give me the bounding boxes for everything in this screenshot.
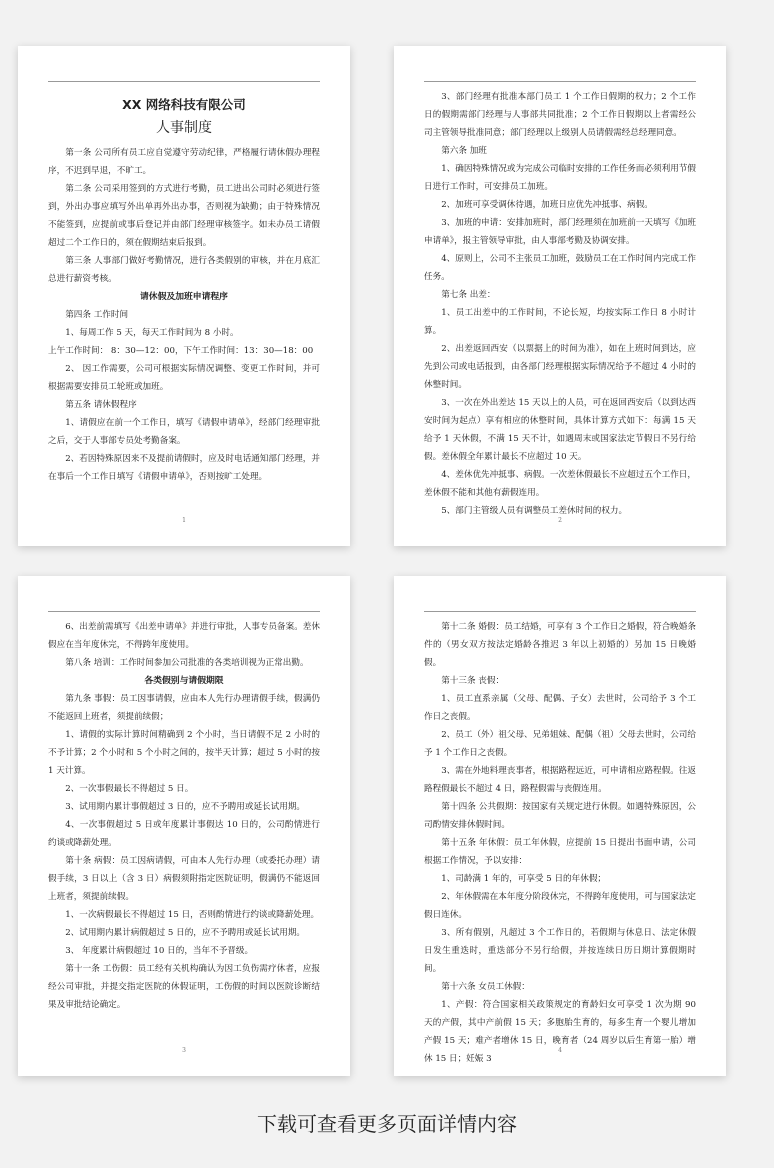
- paragraph: 3、加班的申请：安排加班时，部门经理须在加班前一天填写《加班申请单》，报主管领导审批，由人事部考勤及协调安排。: [424, 218, 696, 246]
- document-page-3: [18, 576, 350, 1076]
- paragraph: 第三条 人事部门做好考勤情况，进行各类假别的审核，并在月底汇总进行薪资考核。: [48, 256, 320, 284]
- paragraph: 第五条 请休假程序: [65, 400, 137, 410]
- paragraph: 第十一条 工伤假：员工经有关机构确认为因工负伤需疗休者，应报经公司审批，并提交指定医院的休假证明，工伤假的时间以医院诊断结果及审批结论确定。: [48, 964, 320, 1010]
- page-number: 1: [182, 517, 186, 524]
- paragraph: 4、差休优先冲抵事、病假。一次差休假最长不应超过五个工作日，差休假不能和其他有薪假连用。: [424, 470, 696, 498]
- paragraphs: [48, 618, 320, 1014]
- paragraph: 3、部门经理有批准本部门员工 1 个工作日假期的权力；2 个工作日的假期需部门经理与人事部共同批准；2 个工作日假期以上者需经公司主管领导批准同意；部门经理以上级别人员请假需经总经理同意。: [424, 92, 696, 138]
- page-content: [48, 88, 320, 486]
- paragraph: 1、请假应在前一个工作日，填写《请假申请单》，经部门经理审批之后，交于人事部专员处考勤备案。: [48, 418, 320, 446]
- paragraph: 第十条 病假：员工因病请假，可由本人先行办理（或委托办理）请假手续，3 日以上（含 3 日）病假须附指定医院证明，假满仍不能返回上班者，须提前续假。: [48, 856, 320, 902]
- paragraph: 第九条 事假：员工因事请假，应由本人先行办理请假手续，假满仍不能返回上班者，须提前续假；: [48, 694, 320, 722]
- paragraph: 3、需在外地料理丧事者，根据路程远近，可申请相应路程假。往返路程假最长不超过 4 日，路程假需与丧假连用。: [424, 766, 696, 794]
- paragraph: 第六条 加班: [441, 146, 487, 156]
- header-rule: [48, 611, 320, 612]
- page-number: 2: [558, 517, 562, 524]
- paragraph: 2、 因工作需要，公司可根据实际情况调整、变更工作时间，并可根据需要安排员工轮班或加班。: [48, 364, 320, 392]
- paragraph: 2、一次事假最长不得超过 5 日。: [65, 784, 194, 794]
- download-more-link[interactable]: 下载可查看更多页面详情内容: [257, 1112, 517, 1136]
- paragraph: 第十二条 婚假：员工结婚，可享有 3 个工作日之婚假，符合晚婚条件的（男女双方按法定婚龄各推迟 3 年以上初婚的）另加 15 日晚婚假。: [424, 622, 696, 668]
- paragraph: 第八条 培训：工作时间参加公司批准的各类培训视为正常出勤。: [65, 658, 309, 668]
- paragraph: 第四条 工作时间: [65, 310, 129, 320]
- page-content: [424, 88, 696, 520]
- paragraph: 3、所有假别，凡超过 3 个工作日的，若假期与休息日、法定休假日发生重迭时，重迭部分不另行给假，并按连续日历日期计算假期时间。: [424, 928, 696, 974]
- paragraph: 上午工作时间： 8：30—12：00，下午工作时间：13：30—18：00: [48, 346, 314, 356]
- paragraph: 第十三条 丧假：: [441, 676, 505, 686]
- paragraph: 5、部门主管级人员有调整员工差休时间的权力。: [441, 506, 628, 516]
- header-rule: [424, 81, 696, 82]
- paragraph: 4、原则上，公司不主张员工加班，鼓励员工在工作时间内完成工作任务。: [424, 254, 696, 282]
- header-rule: [424, 611, 696, 612]
- paragraph: 第二条 公司采用签到的方式进行考勤，员工进出公司时必须进行签到，外出办事应填写外出单再外出办事，否则视为缺勤；由于特殊情况不能签到，应提前或事后登记并由部门经理审核签字。如未办员工请假超过二个工作日的，须在假期结束后报到。: [48, 184, 320, 248]
- paragraphs: [424, 618, 696, 1068]
- paragraphs: [424, 88, 696, 520]
- document-title: 人事制度: [156, 120, 212, 136]
- page-content: [48, 618, 320, 1014]
- document-page-1: [18, 46, 350, 546]
- paragraph: 第十六条 女员工休假：: [441, 982, 530, 992]
- paragraph: 3、一次在外出差达 15 天以上的人员，可在返回西安后（以到达西安时间为起点）享有相应的休整时间，具体计算方式如下：每满 15 天给予 1 天休假，不满 15 天不计，如遇周末或国家法定节假日不另行给假。差休假全年累计最长不应超过 10 天。: [424, 398, 696, 462]
- paragraph: 第十五条 年休假：员工年休假，应提前 15 日提出书面申请，公司根据工作情况，予以安排：: [424, 838, 696, 866]
- paragraph: 2、年休假需在本年度分阶段休完，不得跨年度使用，可与国家法定假日连休。: [424, 892, 696, 920]
- paragraph: 2、加班可享受调休待遇，加班日应优先冲抵事、病假。: [441, 200, 653, 210]
- paragraph: 1、员工出差中的工作时间，不论长短，均按实际工作日 8 小时计算。: [424, 308, 696, 336]
- paragraph: 4、一次事假超过 5 日或年度累计事假达 10 日的，公司酌情进行约谈或降薪处理。: [48, 820, 320, 848]
- paragraph: 第七条 出差：: [441, 290, 496, 300]
- paragraphs: [48, 144, 320, 486]
- header-rule: [48, 81, 320, 82]
- section-heading: 请休假及加班申请程序: [140, 292, 228, 302]
- paragraph: 1、产假：符合国家相关政策规定的育龄妇女可享受 1 次为期 90 天的产假，其中产前假 15 天；多胞胎生育的，每多生育一个婴儿增加产假 15 天；难产者增休 15 日，晚育者（24 周岁以后生育第一胎）增休 15 日；妊娠 3: [424, 1000, 696, 1064]
- paragraph: 第一条 公司所有员工应自觉遵守劳动纪律，严格履行请休假办理程序，不迟到早退，不旷工。: [48, 148, 320, 176]
- paragraph: 1、司龄满 1 年的，可享受 5 日的年休假；: [441, 874, 607, 884]
- page-number: 3: [182, 1047, 186, 1054]
- paragraph: 2、员工（外）祖父母、兄弟姐妹、配偶（祖）父母去世时，公司给予 1 个工作日之丧假。: [424, 730, 696, 758]
- company-title: XX 网络科技有限公司: [122, 97, 246, 112]
- paragraph: 1、确因特殊情况或为完成公司临时安排的工作任务而必须利用节假日进行工作时，可安排员工加班。: [424, 164, 696, 192]
- paragraph: 1、请假的实际计算时间精确到 2 个小时，当日请假不足 2 小时的不予计算；2 个小时和 5 个小时之间的，按半天计算；超过 5 小时的按 1 天计算。: [48, 730, 320, 776]
- paragraph: 6、出差前需填写《出差申请单》并进行审批，人事专员备案。差休假应在当年度休完，不得跨年度使用。: [48, 622, 320, 650]
- paragraph: 2、试用期内累计病假超过 5 日的，应不予聘用或延长试用期。: [65, 928, 306, 938]
- paragraph: 2、若因特殊原因来不及提前请假时，应及时电话通知部门经理，并在事后一个工作日填写《请假申请单》，否则按旷工处理。: [48, 454, 320, 482]
- page-content: [424, 618, 696, 1068]
- paragraph: 1、员工直系亲属（父母、配偶、子女）去世时，公司给予 3 个工作日之丧假。: [424, 694, 696, 722]
- document-page-4: [394, 576, 726, 1076]
- page-number: 4: [558, 1047, 562, 1054]
- paragraph: 1、每周工作 5 天，每天工作时间为 8 小时。: [65, 328, 239, 338]
- paragraph: 第十四条 公共假期：按国家有关规定进行休假。如遇特殊原因，公司酌情安排休假时间。: [424, 802, 696, 830]
- paragraph: 3、 年度累计病假超过 10 日的，当年不予晋级。: [65, 946, 254, 956]
- paragraph: 2、出差返回西安（以票据上的时间为准），如在上班时间到达，应先到公司或电话报到，由各部门经理根据实际情况给予不超过 4 小时的休整时间。: [424, 344, 696, 390]
- document-page-2: [394, 46, 726, 546]
- paragraph: 1、一次病假最长不得超过 15 日，否则酌情进行约谈或降薪处理。: [65, 910, 320, 920]
- section-heading: 各类假别与请假期限: [144, 676, 224, 686]
- paragraph: 3、试用期内累计事假超过 3 日的，应不予聘用或延长试用期。: [65, 802, 306, 812]
